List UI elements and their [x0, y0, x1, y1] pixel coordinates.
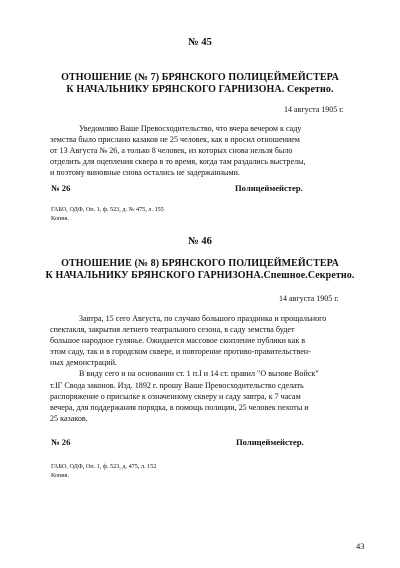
doc-45-copy-note: Копия.	[51, 215, 69, 222]
doc-45-title-line-1: ОТНОШЕНИЕ (№ 7) БРЯНСКОГО ПОЛИЦЕЙМЕЙСТЕРА	[61, 72, 339, 83]
doc-46-date: 14 августа 1905 г.	[279, 294, 339, 303]
body-line: вечера, для поддержания порядка, в помощь полиции, 25 человек пехоты и	[50, 402, 309, 412]
doc-45-outgoing-number: № 26	[51, 183, 71, 193]
doc-45-archive-reference: ГАБО, ОДФ, Оп. 1, ф. 523, д. № 475, л. 155	[51, 206, 164, 213]
body-line: спектакля, закрытия летнего театрального сезона, в саду земства будет	[50, 325, 295, 335]
body-line: Уведомляю Ваше Превосходительство, что вчера вечером к саду	[79, 124, 302, 133]
doc-46-title-line-1: ОТНОШЕНИЕ (№ 8) БРЯНСКОГО ПОЛИЦЕЙМЕЙСТЕРА	[61, 258, 339, 269]
body-line: ных демонстраций.	[50, 358, 117, 368]
body-line: Завтра, 15 сего Августа, по случаю большого праздника и прощального	[79, 314, 327, 323]
body-line: 25 казаков.	[50, 413, 88, 423]
doc-45-date: 14 августа 1905 г.	[284, 105, 344, 114]
doc-46-title-line-2: К НАЧАЛЬНИКУ БРЯНСКОГО ГАРНИЗОНА.Спешное.Секретно.	[45, 270, 355, 281]
body-line: земства было прислано казаков не 25 человек, как я просил отношением	[50, 135, 300, 145]
doc-45-body	[50, 123, 306, 178]
body-line: распоряжение о присылке к означенному скверу и саду завтра, к 7 часам	[50, 391, 301, 401]
body-line: отделить для оцепления сквера в то время, когда там раздались выстрелы,	[50, 157, 306, 167]
body-line: В виду сего и на основании ст. 1 п.I и 14 ст. правил "О вызове Войск"	[79, 369, 319, 379]
doc-46-outgoing-number: № 26	[51, 437, 71, 447]
doc-46-archive-reference: ГАБО, ОДФ, Оп. 1, ф. 523, д. 475, л. 152	[51, 463, 157, 470]
body-line: большое народное гулянье. Ожидается массовое скопление публики как в	[50, 336, 306, 346]
body-line: этом саду, так и в городском сквере, и повторение противо-правительствен-	[50, 347, 311, 357]
doc-46-copy-note: Копия.	[51, 472, 69, 479]
doc-46-signature: Полицеймейстер.	[236, 437, 304, 447]
doc-46-body	[50, 313, 326, 424]
body-line: т.IГ Свода законов. Изд. 1892 г. прошу Ваше Превосходительство сделать	[50, 380, 304, 390]
doc-45-title-line-2: К НАЧАЛЬНИКУ БРЯНСКОГО ГАРНИЗОНА. Секретно.	[66, 84, 334, 95]
body-line: и поэтому виновные снова остались не задержанными.	[50, 168, 240, 178]
page-number: 43	[356, 541, 365, 551]
body-line: от 13 Августа № 26, а только 8 человек, из которых снова нельзя было	[50, 146, 293, 156]
doc-45-number: № 45	[188, 37, 212, 48]
doc-45-signature: Полицеймейстер.	[235, 183, 303, 193]
doc-46-number: № 46	[188, 236, 212, 247]
